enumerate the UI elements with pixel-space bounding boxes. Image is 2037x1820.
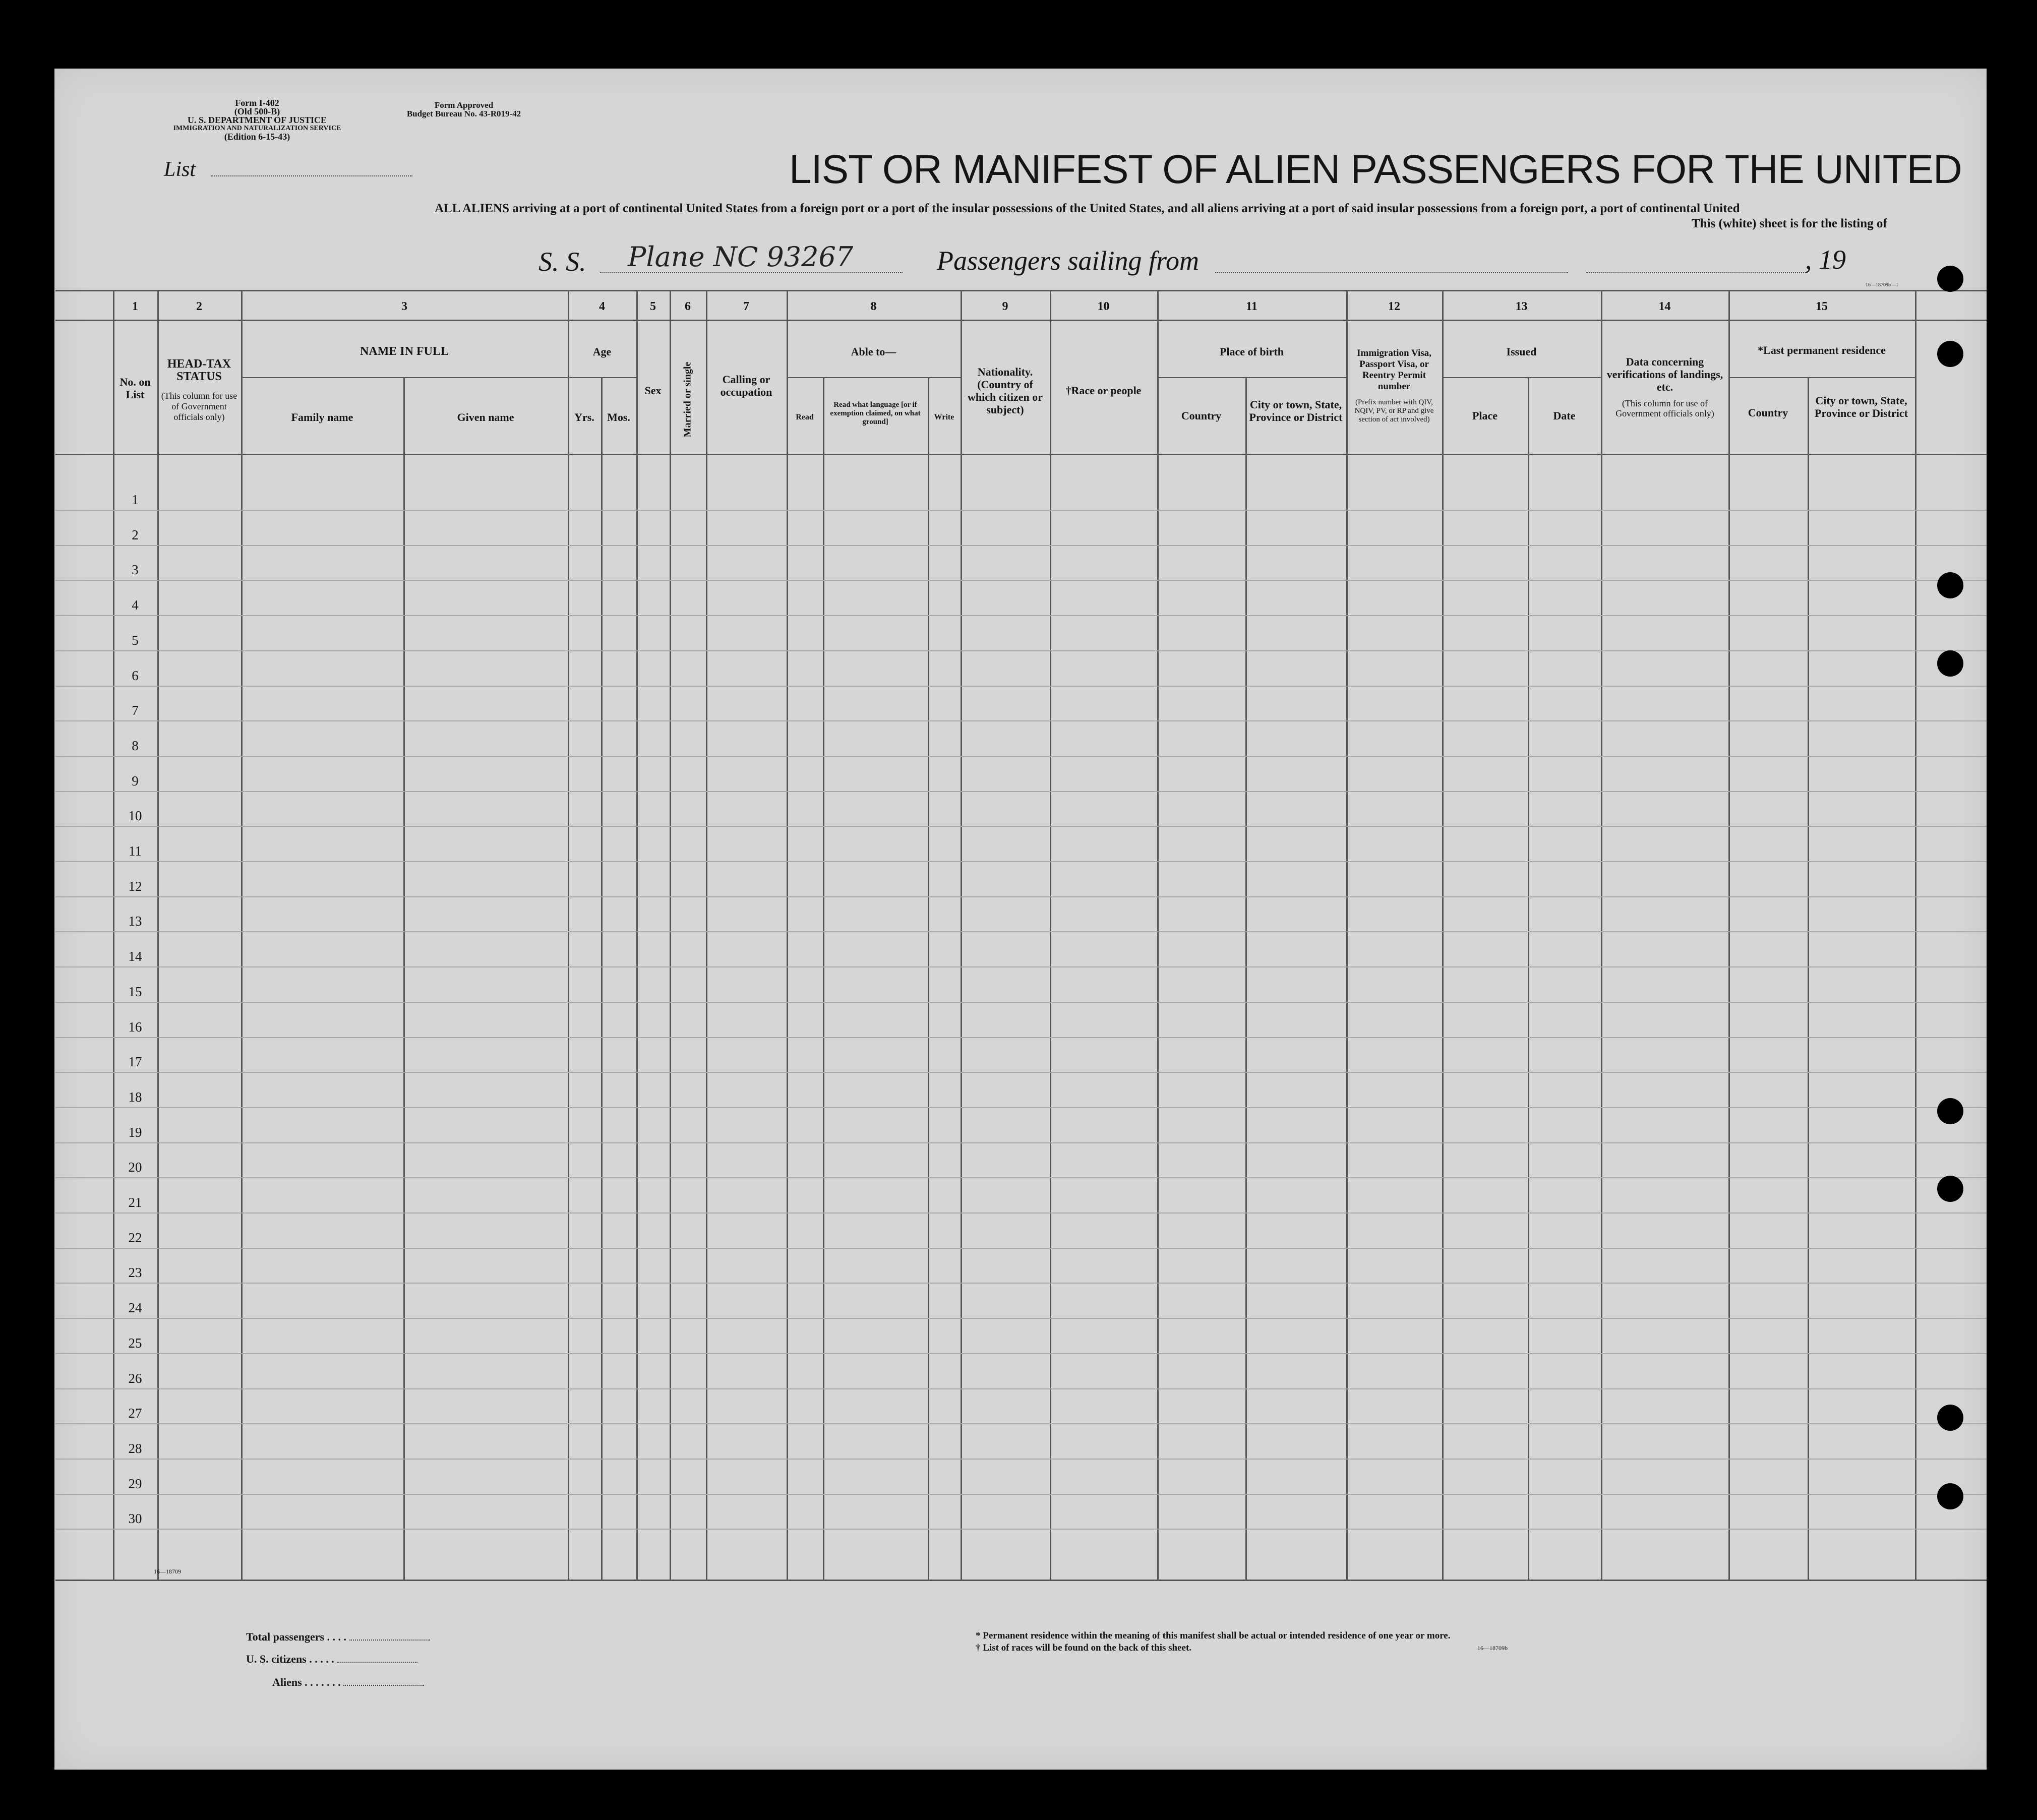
header-age: Age	[592, 345, 612, 358]
row-number: 22	[128, 1230, 142, 1245]
row-number: 7	[132, 703, 139, 718]
row-number: 1	[132, 492, 139, 507]
col-number: 8	[870, 300, 877, 313]
row-rule	[55, 756, 1987, 757]
budget-bureau: Budget Bureau No. 43-R019-42	[406, 109, 521, 118]
row-number: 29	[128, 1476, 142, 1491]
issued-subrule	[1442, 377, 1601, 378]
col-number: 4	[599, 300, 605, 313]
row-rule	[55, 1494, 1987, 1495]
row-number: 11	[129, 843, 142, 859]
col-number: 10	[1097, 300, 1110, 313]
edition-date: (Edition 6-15-43)	[224, 132, 290, 142]
col-number: 9	[1002, 300, 1008, 313]
header-yrs: Yrs.	[574, 411, 594, 423]
row-rule	[55, 1423, 1987, 1424]
row-rule	[55, 1002, 1987, 1003]
budget-block	[368, 101, 560, 118]
col-line	[961, 290, 962, 1581]
punch-hole	[1937, 572, 1963, 598]
vessel-name-handwritten[interactable]: Plane NC 93267	[628, 241, 854, 273]
row-rule	[55, 896, 1987, 897]
row-rule	[55, 1212, 1987, 1214]
col-line	[241, 290, 243, 1581]
footer-total-passengers	[246, 1630, 430, 1644]
row-number: 19	[128, 1125, 142, 1140]
punch-hole	[1937, 341, 1963, 367]
header-bottom-rule	[55, 454, 1987, 455]
row-number: 24	[128, 1300, 142, 1315]
punch-hole	[1937, 1098, 1963, 1124]
row-number: 16	[128, 1019, 142, 1035]
col-line	[1808, 377, 1809, 1581]
header-head-tax-note: (This column for use of Government officials only)	[161, 391, 237, 422]
ss-label: S. S.	[538, 247, 586, 277]
col-number: 12	[1388, 300, 1400, 313]
vessel-name-line	[600, 272, 903, 273]
residence-subrule	[1728, 377, 1915, 378]
print-code-top: 16—18709b—1	[1866, 282, 1898, 288]
header-birth-city: City or town, State, Province or District	[1249, 398, 1343, 423]
punch-hole	[1937, 1176, 1963, 1202]
header-family-name: Family name	[291, 411, 353, 423]
row-rule	[55, 580, 1987, 581]
sailing-from-line[interactable]	[1215, 272, 1568, 273]
row-rule	[55, 650, 1987, 651]
row-rule	[55, 720, 1987, 721]
header-nationality: Nationality. (Country of which citizen or subject)	[967, 366, 1043, 416]
row-number: 20	[128, 1160, 142, 1175]
row-rule	[55, 1529, 1987, 1530]
header-race: †Race or people	[1065, 384, 1142, 397]
row-rule	[55, 615, 1987, 616]
us-citizens-label: U. S. citizens . . . . .	[246, 1653, 334, 1665]
row-number: 9	[132, 773, 139, 788]
header-place-of-birth: Place of birth	[1219, 345, 1284, 358]
header-res-city: City or town, State, Province or District	[1815, 394, 1908, 419]
aliens-field[interactable]	[343, 1685, 424, 1686]
col-line	[568, 290, 569, 1581]
row-rule	[55, 1037, 1987, 1038]
list-number-line[interactable]	[211, 175, 412, 176]
row-rule	[55, 1388, 1987, 1389]
header-visa: Immigration Visa, Passport Visa, or Reentry Permit number	[1357, 348, 1431, 392]
row-rule	[55, 1142, 1987, 1143]
col-line	[1157, 290, 1159, 1581]
footer-aliens	[272, 1676, 424, 1689]
row-rule	[55, 826, 1987, 827]
row-rule	[55, 1107, 1987, 1108]
row-number: 26	[128, 1371, 142, 1386]
total-passengers-label: Total passengers . . . .	[246, 1630, 347, 1643]
form-info-block	[151, 99, 363, 141]
header-sex: Sex	[644, 384, 662, 397]
sailing-date-line[interactable]	[1586, 272, 1808, 273]
row-rule	[55, 1459, 1987, 1460]
total-passengers-field[interactable]	[349, 1640, 430, 1641]
col-line	[1601, 290, 1602, 1581]
col-number: 11	[1246, 300, 1257, 313]
footnote-races: † List of races will be found on the back of this sheet.	[976, 1643, 1192, 1653]
col-number: 3	[401, 300, 407, 313]
header-read: Read	[796, 413, 814, 421]
row-number: 30	[128, 1511, 142, 1526]
header-head-tax: HEAD-TAX STATUS	[167, 357, 231, 383]
col-number: 13	[1515, 300, 1528, 313]
col-line	[823, 377, 824, 1581]
col-line	[1346, 290, 1348, 1581]
col-number: 7	[743, 300, 749, 313]
colnum-rule	[55, 320, 1987, 321]
footnote-permanent-residence: * Permanent residence within the meaning of this manifest shall be actual or intended residence of one year or more.	[976, 1630, 1451, 1641]
header-mos: Mos.	[607, 411, 630, 423]
service-name: IMMIGRATION AND NATURALIZATION SERVICE	[173, 125, 341, 132]
row-number: 5	[132, 633, 139, 648]
header-calling: Calling or occupation	[720, 373, 772, 398]
col-line	[928, 377, 929, 1581]
col-line	[157, 290, 159, 1581]
form-approved: Form Approved	[434, 100, 494, 110]
row-number: 12	[128, 879, 142, 894]
header-last-residence: *Last permanent residence	[1758, 344, 1886, 356]
able-subrule	[787, 377, 961, 378]
row-number: 28	[128, 1441, 142, 1456]
col-line	[1245, 377, 1247, 1581]
aliens-label: Aliens . . . . . . .	[272, 1676, 341, 1688]
header-given-name: Given name	[457, 411, 514, 423]
row-rule	[55, 1177, 1987, 1178]
row-number: 18	[128, 1089, 142, 1105]
row-number: 13	[128, 914, 142, 929]
header-no-on-list: No. on List	[119, 376, 151, 401]
row-rule	[55, 1353, 1987, 1354]
col-line	[706, 290, 707, 1581]
row-rule	[55, 510, 1987, 511]
row-rule	[55, 686, 1987, 687]
header-issued-date: Date	[1553, 409, 1576, 422]
header-write: Write	[934, 413, 954, 421]
year-prefix: , 19	[1805, 245, 1846, 275]
col-line	[403, 377, 405, 1581]
row-number: 2	[132, 527, 139, 542]
col-number: 15	[1816, 300, 1828, 313]
header-res-country: Country	[1748, 406, 1788, 419]
col-line	[787, 290, 788, 1581]
punch-hole	[1937, 1483, 1963, 1509]
row-number: 4	[132, 597, 139, 613]
header-issued: Issued	[1506, 345, 1537, 358]
row-rule	[55, 931, 1987, 932]
row-rule	[55, 1318, 1987, 1319]
header-married-single: Married or single	[682, 361, 693, 438]
row-number: 25	[128, 1336, 142, 1351]
row-number: 23	[128, 1265, 142, 1280]
page-title: LIST OR MANIFEST OF ALIEN PASSENGERS FOR THE UNITED	[789, 147, 1962, 192]
row-number: 14	[128, 949, 142, 964]
row-rule	[55, 966, 1987, 967]
col-line	[636, 290, 638, 1581]
row-rule	[55, 1072, 1987, 1073]
row-number: 17	[128, 1054, 142, 1069]
col-line	[1915, 290, 1916, 1581]
old-form-number: (Old 500-B)	[234, 106, 280, 116]
col-line	[1728, 290, 1730, 1581]
col-number: 6	[685, 300, 691, 313]
table-top-rule	[55, 290, 1987, 291]
print-code-left: 16—18709	[154, 1568, 181, 1575]
row-rule	[55, 1283, 1987, 1284]
row-rule	[55, 861, 1987, 862]
birth-subrule	[1157, 377, 1346, 378]
col-number: 14	[1658, 300, 1671, 313]
header-issued-place: Place	[1472, 409, 1498, 422]
row-number: 6	[132, 668, 139, 683]
sailing-from-label: Passengers sailing from	[937, 246, 1200, 276]
instruction-line-1: ALL ALIENS arriving at a port of continental United States from a foreign port or a port of the insular possessions of the United States, and all aliens arriving at a port of said insular possessions from a foreign port, a port of continental United	[435, 202, 1740, 215]
print-code-right: 16—18709b	[1477, 1645, 1508, 1652]
col-number: 5	[650, 300, 656, 313]
col-line	[1528, 377, 1529, 1581]
header-name-in-full: NAME IN FULL	[360, 345, 449, 358]
punch-hole	[1937, 1405, 1963, 1431]
header-read-language: Read what language [or if exemption claimed, on what ground]	[830, 401, 921, 426]
us-citizens-field[interactable]	[337, 1662, 417, 1663]
manifest-sheet	[54, 69, 1987, 1770]
header-visa-note: (Prefix number with QIV, NQIV, PV, or RP and give section of act involved)	[1354, 398, 1434, 423]
footer-us-citizens	[246, 1653, 417, 1666]
row-rule	[55, 791, 1987, 792]
col-line	[1050, 290, 1051, 1581]
col-number: 2	[196, 300, 202, 313]
row-number: 21	[128, 1195, 142, 1210]
row-number: 27	[128, 1406, 142, 1421]
header-data-concerning: Data concerning verifications of landings, etc.	[1606, 355, 1723, 393]
header-data-note: (This column for use of Government officials only)	[1615, 398, 1714, 418]
instruction-line-2: This (white) sheet is for the listing of	[1692, 217, 1887, 230]
col-line	[1442, 290, 1444, 1581]
header-birth-country: Country	[1181, 409, 1222, 422]
department-name: U. S. DEPARTMENT OF JUSTICE	[187, 115, 327, 125]
punch-hole	[1937, 266, 1963, 292]
row-number: 3	[132, 562, 139, 577]
form-number: Form I-402	[235, 98, 279, 108]
row-rule	[55, 545, 1987, 546]
row-number: 10	[128, 808, 142, 823]
col-number: 1	[132, 300, 138, 313]
col-line	[670, 290, 671, 1581]
row-number: 8	[132, 738, 139, 753]
col-line	[601, 377, 603, 1581]
table-bottom-rule	[55, 1580, 1987, 1581]
list-label: List	[164, 158, 196, 181]
col-line	[113, 290, 114, 1581]
punch-hole	[1937, 650, 1963, 677]
row-number: 15	[128, 984, 142, 999]
header-able-to: Able to—	[851, 345, 896, 358]
row-rule	[55, 1248, 1987, 1249]
